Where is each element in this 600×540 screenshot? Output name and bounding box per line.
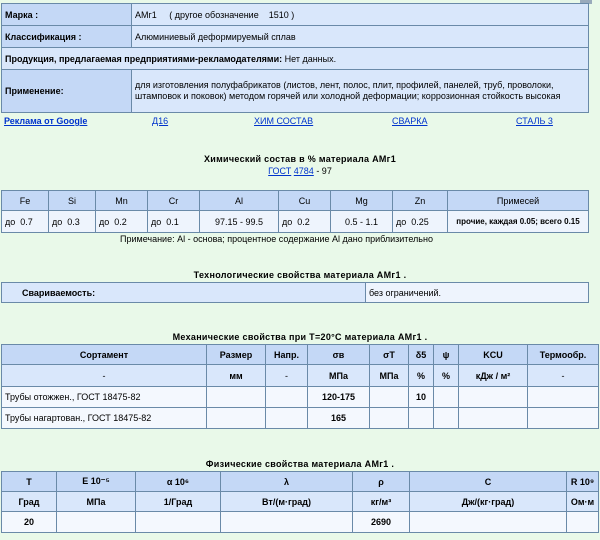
mech-table (1, 344, 599, 429)
phys-unit-lambda: Вт/(м·град) (221, 492, 353, 512)
mech-header-psi: ψ (434, 345, 459, 365)
mech-unit-assortment: - (2, 365, 207, 387)
mech-header-row (2, 345, 599, 365)
mech-unit-size: мм (207, 365, 266, 387)
phys-unit-t: Град (2, 492, 57, 512)
mech-cell-assortment: Трубы отожжен., ГОСТ 18475-82 (2, 387, 207, 408)
table-row (2, 408, 599, 429)
gost-line (0, 166, 600, 176)
class-value: Алюминиевый деформируемый сплав (132, 26, 589, 48)
mech-cell-psi (434, 408, 459, 429)
mech-cell-size (207, 387, 266, 408)
chem-table (1, 190, 589, 233)
phys-header-rho: ρ (353, 472, 410, 492)
chem-value-row (2, 211, 589, 233)
mech-units-row (2, 365, 599, 387)
mech-unit-kcu: кДж / м² (459, 365, 528, 387)
mech-header-sigma-t: σT (370, 345, 409, 365)
mech-header-delta5: δ5 (409, 345, 434, 365)
chem-header-zn: Zn (393, 191, 448, 211)
weld-label: Свариваемость: (2, 283, 366, 303)
ad-link-welding[interactable]: СВАРКА (392, 116, 428, 126)
mech-header-kcu: KCU (459, 345, 528, 365)
phys-header-e: E 10⁻⁵ (57, 472, 136, 492)
chem-header-mn: Mn (96, 191, 148, 211)
mech-cell-psi (434, 387, 459, 408)
phys-cell-t: 20 (2, 512, 57, 533)
phys-cell-lambda (221, 512, 353, 533)
mech-unit-psi: % (434, 365, 459, 387)
tech-title: Технологические свойства материала АМг1 . (193, 270, 407, 280)
mech-cell-kcu (459, 408, 528, 429)
usage-label: Применение: (2, 70, 132, 113)
chem-header-al: Al (200, 191, 279, 211)
mech-unit-delta5: % (409, 365, 434, 387)
mech-cell-kcu (459, 387, 528, 408)
mech-header-size: Размер (207, 345, 266, 365)
gost-link[interactable]: ГОСТ (268, 166, 292, 176)
table-row (2, 512, 599, 533)
chem-value-impurities: прочие, каждая 0.05; всего 0.15 (448, 211, 589, 233)
usage-row (2, 70, 589, 113)
chem-value-cu: до 0.2 (279, 211, 331, 233)
chem-note: Примечание: Al - основа; процентное содержание Al дано приблизительно (120, 234, 433, 244)
phys-title: Физические свойства материала АМг1 . (205, 459, 395, 469)
mech-cell-assortment: Трубы нагартован., ГОСТ 18475-82 (2, 408, 207, 429)
mech-unit-sigma-b: МПа (308, 365, 370, 387)
phys-unit-alpha: 1/Град (136, 492, 221, 512)
phys-header-alpha: α 10⁶ (136, 472, 221, 492)
weld-row (2, 283, 589, 303)
chem-header-si: Si (49, 191, 96, 211)
phys-header-row (2, 472, 599, 492)
phys-unit-e: МПа (57, 492, 136, 512)
chem-value-mn: до 0.2 (96, 211, 148, 233)
weld-value: без ограничений. (366, 283, 589, 303)
gost-year: - 97 (316, 166, 332, 176)
phys-units-row (2, 492, 599, 512)
table-row (2, 387, 599, 408)
mech-cell-sigma-b: 120-175 (308, 387, 370, 408)
phys-cell-rho: 2690 (353, 512, 410, 533)
chem-header-cr: Cr (148, 191, 200, 211)
chem-header-mg: Mg (331, 191, 393, 211)
phys-cell-r (567, 512, 599, 533)
products-row (2, 48, 589, 70)
chem-value-cr: до 0.1 (148, 211, 200, 233)
chem-header-fe: Fe (2, 191, 49, 211)
mech-unit-sigma-t: МПа (370, 365, 409, 387)
mech-cell-delta5 (409, 408, 434, 429)
phys-header-r: R 10⁹ (567, 472, 599, 492)
gost-number-link[interactable]: 4784 (293, 166, 314, 176)
products-label: Продукция, предлагаемая предприятиями-рекламодателями: (5, 53, 283, 64)
chem-value-fe: до 0.7 (2, 211, 49, 233)
chem-header-row (2, 191, 589, 211)
phys-header-t: T (2, 472, 57, 492)
ad-link-steel3[interactable]: СТАЛЬ 3 (516, 116, 553, 126)
products-value: Нет данных. (284, 53, 337, 64)
mech-title (0, 332, 600, 342)
ads-row (4, 116, 600, 128)
phys-unit-r: Ом·м (567, 492, 599, 512)
chem-value-mg: 0.5 - 1.1 (331, 211, 393, 233)
chem-value-si: до 0.3 (49, 211, 96, 233)
phys-header-c: C (410, 472, 567, 492)
phys-cell-c (410, 512, 567, 533)
mech-cell-sigma-t (370, 387, 409, 408)
mech-cell-delta5: 10 (409, 387, 434, 408)
mech-cell-direction (266, 387, 308, 408)
mech-header-heat-treatment: Термообр. (528, 345, 599, 365)
mech-cell-size (207, 408, 266, 429)
mech-header-direction: Напр. (266, 345, 308, 365)
chem-header-impurities: Примесей (448, 191, 589, 211)
tech-table (1, 282, 589, 303)
usage-value: для изготовления полуфабрикатов (листов, лент, полос, плит, профилей, панелей, труб, проволоки, штамповок и поковок) методом горячей или холодной деформации; коррозионная стойкость высокая (132, 70, 589, 113)
class-row (2, 26, 589, 48)
mech-header-sigma-b: σв (308, 345, 370, 365)
chem-value-al: 97.15 - 99.5 (200, 211, 279, 233)
mech-unit-direction: - (266, 365, 308, 387)
chem-header-cu: Cu (279, 191, 331, 211)
ad-link-d16[interactable]: Д16 (152, 116, 169, 126)
phys-table (1, 471, 599, 533)
phys-cell-e (57, 512, 136, 533)
grade-label: Марка : (2, 4, 132, 26)
mech-cell-direction (266, 408, 308, 429)
mech-cell-sigma-t (370, 408, 409, 429)
class-label: Классификация : (2, 26, 132, 48)
phys-unit-rho: кг/м³ (353, 492, 410, 512)
mech-title-text: Механические свойства при Т=20°С материала АМг1 . (172, 332, 428, 342)
phys-header-lambda: λ (221, 472, 353, 492)
mech-header-assortment: Сортамент (2, 345, 207, 365)
phys-unit-c: Дж/(кг·град) (410, 492, 567, 512)
ad-link-chem[interactable]: ХИМ СОСТАВ (254, 116, 314, 126)
mech-cell-heat-treatment (528, 387, 599, 408)
mech-cell-heat-treatment (528, 408, 599, 429)
chem-value-zn: до 0.25 (393, 211, 448, 233)
grade-row (2, 4, 589, 26)
chem-title: Химический состав в % материала АМг1 (203, 154, 397, 164)
phys-cell-alpha (136, 512, 221, 533)
mech-cell-sigma-b: 165 (308, 408, 370, 429)
grade-info-table (1, 3, 589, 113)
ads-label-link[interactable]: Реклама от Google (4, 116, 88, 126)
mech-unit-heat-treatment: - (528, 365, 599, 387)
grade-value: АМг1 ( другое обозначение 1510 ) (132, 4, 589, 26)
